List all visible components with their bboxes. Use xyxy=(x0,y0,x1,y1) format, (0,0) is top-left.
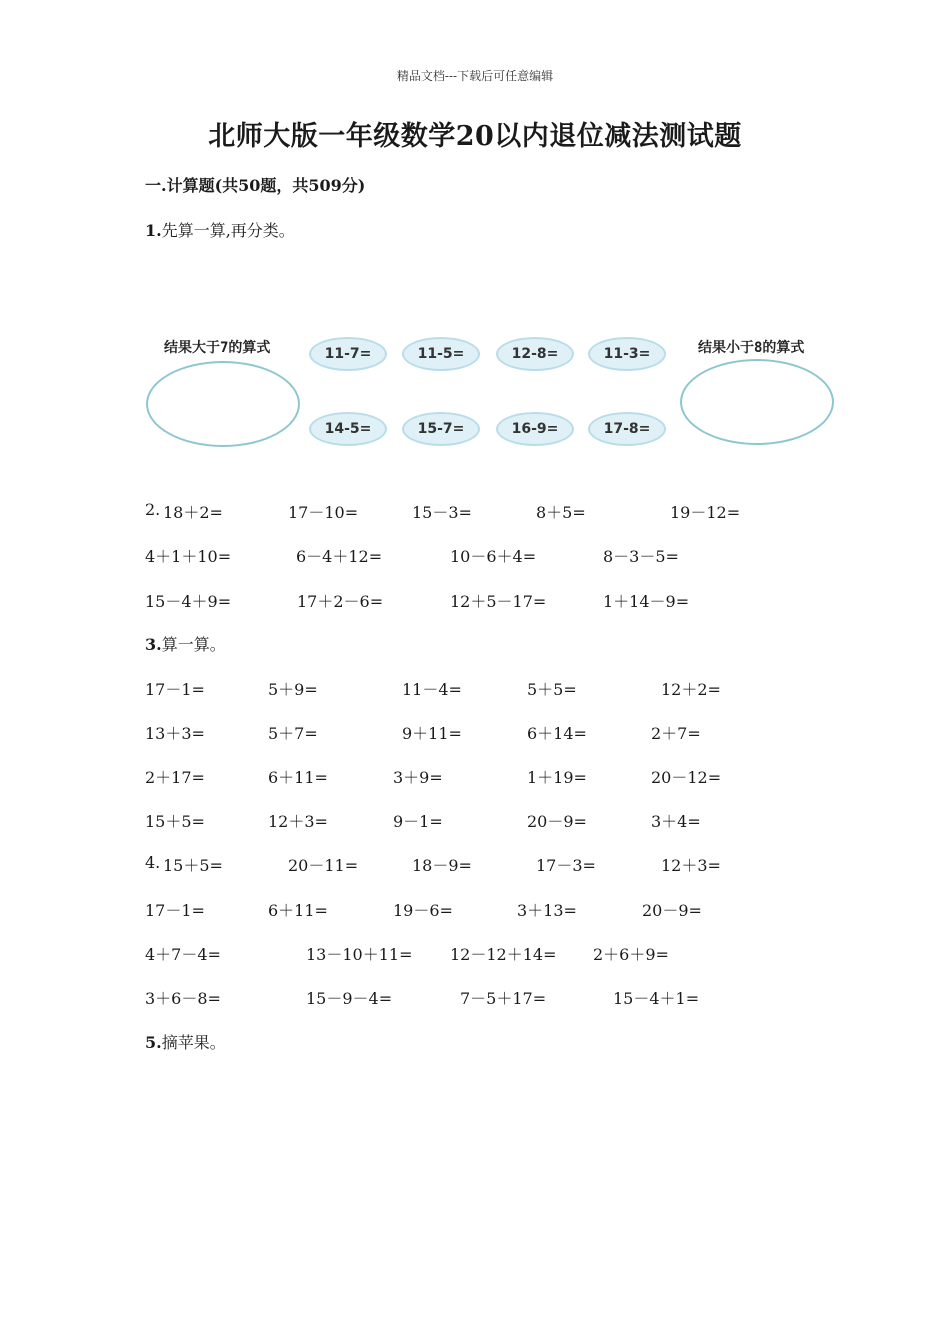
q3-row-2 xyxy=(0,721,950,745)
equation: 4＋7－4= xyxy=(145,945,221,964)
equation: 20－12= xyxy=(651,768,722,787)
answer-oval-left[interactable] xyxy=(146,361,300,447)
equation-pill: 16-9= xyxy=(496,412,574,446)
header-note: 精品文档---下载后可任意编辑 xyxy=(396,69,554,83)
equation: 17－3= xyxy=(536,856,596,875)
equation: 3＋4= xyxy=(651,812,701,831)
equation: 10－6＋4= xyxy=(450,547,537,566)
equation: 7－5＋17= xyxy=(460,989,547,1008)
equation: 18－9= xyxy=(412,856,472,875)
equation: 17－1= xyxy=(145,680,205,699)
equation: 20－9= xyxy=(642,901,702,920)
equation: 13－10＋11= xyxy=(306,945,413,964)
q4-row-2 xyxy=(0,898,950,922)
q2-row-3 xyxy=(0,589,950,613)
equation: 9＋11= xyxy=(402,724,462,743)
equation: 2＋17= xyxy=(145,768,205,787)
equation: 6＋11= xyxy=(268,768,328,787)
page-title: 北师大版一年级数学20以内退位减法测试题 xyxy=(208,121,742,152)
equation: 8＋5= xyxy=(536,503,586,522)
equation-pill: 11-5= xyxy=(402,337,480,371)
equation: 11－4= xyxy=(402,680,462,699)
equation: 2＋6＋9= xyxy=(593,945,669,964)
equation: 12＋3= xyxy=(268,812,328,831)
equation: 1＋14－9= xyxy=(603,592,690,611)
equation: 12－12＋14= xyxy=(450,945,557,964)
equation-pill: 15-7= xyxy=(402,412,480,446)
equation: 12＋3= xyxy=(661,856,721,875)
question-number: 2. xyxy=(145,500,161,519)
equation: 18＋2= xyxy=(163,503,223,522)
q2-row-2 xyxy=(0,544,950,568)
question-text: 算一算。 xyxy=(161,635,226,654)
equation: 5＋9= xyxy=(268,680,318,699)
question-number: 3. xyxy=(145,635,162,654)
equation: 17＋2－6= xyxy=(297,592,384,611)
equation: 4＋1＋10= xyxy=(145,547,232,566)
equation-pill: 12-8= xyxy=(496,337,574,371)
q4-row-4 xyxy=(0,986,950,1010)
label-less-than-8: 结果小于8的算式 xyxy=(698,340,805,356)
question-1 xyxy=(145,218,295,241)
equation: 6－4＋12= xyxy=(296,547,383,566)
equation: 19－6= xyxy=(393,901,453,920)
equation: 9－1= xyxy=(393,812,443,831)
q4-row-3 xyxy=(0,942,950,966)
section-heading: 一.计算题(共50题，共509分) xyxy=(145,176,366,195)
q3-row-1 xyxy=(0,677,950,701)
question-5 xyxy=(145,1030,226,1053)
question-3 xyxy=(145,632,226,655)
equation: 15－4＋9= xyxy=(145,592,232,611)
classification-figure xyxy=(140,325,840,455)
equation: 17－10= xyxy=(288,503,359,522)
equation: 3＋6－8= xyxy=(145,989,221,1008)
answer-oval-right[interactable] xyxy=(680,359,834,445)
question-text: 摘苹果。 xyxy=(161,1033,226,1052)
equation: 15＋5= xyxy=(145,812,205,831)
question-number: 1. xyxy=(145,221,162,240)
question-number: 5. xyxy=(145,1033,162,1052)
equation-pill: 17-8= xyxy=(588,412,666,446)
equation: 19－12= xyxy=(670,503,741,522)
equation: 5＋7= xyxy=(268,724,318,743)
equation: 15＋5= xyxy=(163,856,223,875)
equation: 20－9= xyxy=(527,812,587,831)
equation: 13＋3= xyxy=(145,724,205,743)
equation: 17－1= xyxy=(145,901,205,920)
equation: 15－9－4= xyxy=(306,989,393,1008)
equation: 8－3－5= xyxy=(603,547,679,566)
equation: 2＋7= xyxy=(651,724,701,743)
q3-row-4 xyxy=(0,809,950,833)
equation: 12＋5－17= xyxy=(450,592,547,611)
question-number: 4. xyxy=(145,853,161,872)
equation: 15－3= xyxy=(412,503,472,522)
equation: 20－11= xyxy=(288,856,359,875)
equation: 12＋2= xyxy=(661,680,721,699)
label-greater-than-7: 结果大于7的算式 xyxy=(164,340,271,356)
equation: 3＋13= xyxy=(517,901,577,920)
q3-row-3 xyxy=(0,765,950,789)
q4-row-1 xyxy=(0,853,950,877)
equation: 5＋5= xyxy=(527,680,577,699)
question-text: 先算一算,再分类。 xyxy=(161,221,295,240)
equation-pill: 14-5= xyxy=(309,412,387,446)
equation: 1＋19= xyxy=(527,768,587,787)
equation-pill: 11-3= xyxy=(588,337,666,371)
equation-pill: 11-7= xyxy=(309,337,387,371)
equation: 15－4＋1= xyxy=(613,989,700,1008)
equation: 6＋14= xyxy=(527,724,587,743)
q2-row-1 xyxy=(0,500,950,524)
equation: 3＋9= xyxy=(393,768,443,787)
equation: 6＋11= xyxy=(268,901,328,920)
